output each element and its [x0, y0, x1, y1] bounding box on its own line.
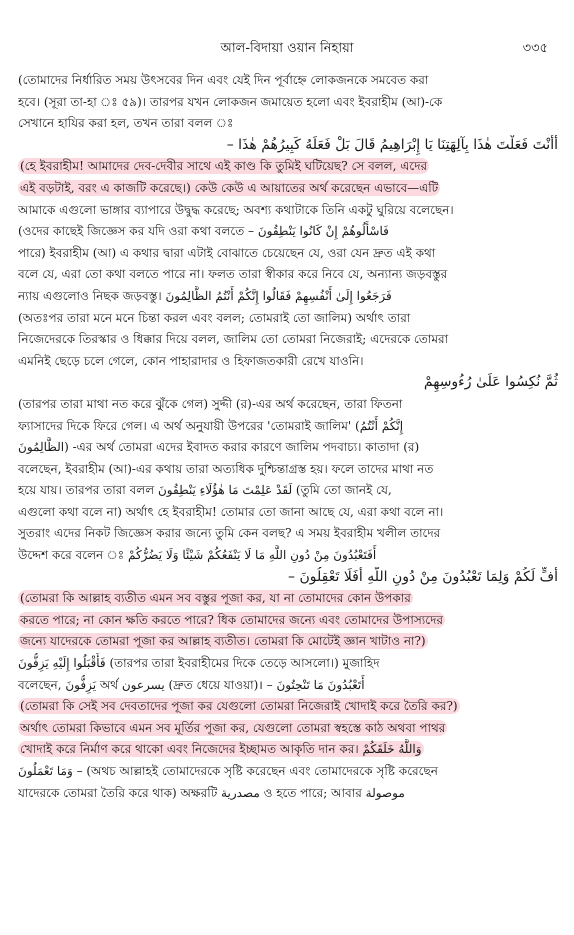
text-line: হবে। (সূরা তা-হা ঃ ৫৯)। তারপর যখন লোকজন জমায়েত হলো এবং ইবরাহীম (আ)-কে: [18, 94, 443, 109]
highlighted-passage: (তোমরা কি আল্লাহ ব্যতীত এমন সব বস্তুর পূজা কর, যা না তোমাদের কোন উপকার: [20, 591, 411, 606]
text-line: বলে যে, এরা তো কথা বলতে পারে না। ফলত তারা স্বীকার করে নিবে যে, অন্যান্য জড়বস্তুর: [18, 267, 448, 282]
text-line: হয়ে যায়। তারপর তারা বলল لَقَدْ عَلِمْتَ مَا هٰؤُلَاءِ يَنْطِقُونَ (তুমি তো জানই যে,: [18, 483, 392, 498]
highlighted-passage: জন্যে যাদেরকে তোমরা পূজা কর আল্লাহ ব্যতীত। তোমরা কি মোটেই জ্ঞান খাটাও না?): [20, 634, 426, 649]
highlighted-passage: করতে পারে; না কোন ক্ষতি করতে পারে? ধিক তোমাদের জন্যে এবং তোমাদের উপাস্যদের: [20, 612, 443, 627]
page-number: ৩৩৫: [522, 41, 548, 56]
text-line: সুতরাং এদের নিকট জিজ্ঞেস করার জন্যে তুমি কেন বলছ? এ সময় ইবরাহীম খলীল তাদের: [18, 526, 441, 541]
text-line: নিজেদেরকে তিরস্কার ও ধিক্কার দিয়ে বলল, জালিম তো তোমরা নিজেরাই; এদেরকে তোমরা: [18, 332, 449, 347]
text-line: الظَّالِمُونَ) -এর অর্থ তোমরা এদের ইবাদত করার কারণে জালিম পদবাচ্য। কাতাদা (র): [18, 440, 420, 455]
arabic-verse: أُفٍّ لَكُمْ وَلِمَا تَعْبُدُونَ مِنْ دُونِ اللَّهِ أَفَلَا تَعْقِلُونَ –: [288, 568, 558, 585]
text-line: ন্যায় এগুলোও নিছক জড়বস্তু। فَرَجَعُوا إِلَىٰ أَنْفُسِهِمْ فَقَالُوا إِنَّكُمْ أَنْتُمُ الظَّالِمُونَ: [18, 288, 392, 303]
text-line: [18, 739, 558, 761]
text-line: [18, 588, 558, 610]
text-line: [18, 156, 558, 178]
text-line: فَأَقْبَلُوا إِلَيْهِ يَزِفُّونَ (তারপর তারা ইবরাহীমের দিকে তেড়ে আসলো।) মুজাহিদ: [18, 656, 380, 671]
highlighted-passage: (হে ইবরাহীম! আমাদের দেব-দেবীর সাথে এই কাণ্ড কি তুমিই ঘটিয়েছ? সে বলল, এদের: [20, 159, 428, 174]
text-line: [18, 718, 558, 740]
text-line: এমনিই ছেড়ে চলে গেলে, কোন পাহারাদার ও হিফাজতকারী রেখে যাওনি।: [18, 353, 364, 368]
text-line: এগুলো কথা বলে না) অর্থাৎ হে ইবরাহীম! তোমার তো জানা আছে যে, এরা কথা বলে না।: [18, 504, 444, 519]
highlighted-passage: এই বড়টাই, বরং এ কাজটি করেছে।) কেউ কেউ এ আয়াতের অর্থ করেছেন এভাবে—এটি: [20, 180, 439, 195]
text-line: বলেছেন, يَزِفُّونَ অর্থ يسرعون (দ্রুত ধেয়ে যাওয়া)। – أَتَعْبُدُونَ مَا تَنْحِتُونَ: [18, 677, 365, 692]
text-line: আমাকে এগুলো ভাঙ্গার ব্যাপারে উদ্বুদ্ধ করেছে; অবশ্য কথাটাকে তিনি একটু ঘুরিয়ে বলেছেন।: [18, 202, 454, 217]
text-line: বলেছেন, ইবরাহীম (আ)-এর কথায় তারা অত্যধিক দুশ্চিন্তাগ্রস্ত হয়। ফলে তাদের মাথা নত: [18, 461, 434, 476]
highlighted-passage: খোদাই করে নির্মাণ করে থাকো এবং নিজেদের ইচ্ছামত আকৃতি দান কর। وَاللَّهُ خَلَقَكُمْ: [20, 742, 422, 757]
text-line: [18, 610, 558, 632]
text-line: (তোমাদের নির্ধারিত সময় উৎসবের দিন এবং যেই দিন পূর্বাহ্নে লোকজনকে সমবেত করা: [18, 73, 429, 87]
book-title: আল-বিদায়া ওয়ান নিহায়া: [220, 41, 354, 56]
text-line: [18, 631, 558, 653]
text-line: (অতঃপর তারা মনে মনে চিন্তা করল এবং বলল; তোমরাই তো জালিম) অর্থাৎ তারা: [18, 310, 411, 325]
text-line: [18, 178, 558, 200]
arabic-verse: أَأَنْتَ فَعَلْتَ هٰذَا بِآلِهَتِنَا يَا إِبْرَاهِيمُ قَالَ بَلْ فَعَلَهُ كَبِيرُهُمْ هٰذَا –: [226, 136, 558, 153]
highlighted-passage: (তোমরা কি সেই সব দেবতাদের পূজা কর যেগুলো তোমরা নিজেরাই খোদাই করে তৈরি কর?): [20, 699, 458, 714]
page-body: [18, 70, 558, 804]
highlighted-passage: অর্থাৎ তোমরা কিভাবে এমন সব মূর্তির পূজা কর, যেগুলো তোমরা স্বহস্তে কাঠ অথবা পাথর: [20, 720, 446, 735]
text-line: (ওদের কাছেই জিজ্ঞেস কর যদি ওরা কথা বলতে – فَاسْأَلُوهُمْ إِنْ كَانُوا يَنْطِقُونَ: [18, 224, 389, 239]
text-line: যাদেরকে তোমরা তৈরি করে থাক) অক্ষরটি مصدرية ও হতে পারে; আবার موصولة: [18, 785, 405, 800]
text-line: [18, 696, 558, 718]
arabic-verse: ثُمَّ نُكِسُوا عَلَىٰ رُءُوسِهِمْ: [423, 374, 558, 391]
running-head: [0, 40, 574, 60]
text-line: ফ্যাসাদের দিকে ফিরে গেল। এ অর্থ অনুযায়ী উপরের 'তোমরাই জালিম' (إِنَّكُمْ أَنْتُمُ: [18, 418, 404, 433]
text-line: (তারপর তারা মাথা নত করে ঝুঁকে গেল) সুদ্দী (র)-এর অর্থ করেছেন, তারা ফিতনা: [18, 396, 403, 411]
text-line: وَمَا تَعْمَلُونَ – (অথচ আল্লাহই তোমাদেরকে সৃষ্টি করেছেন এবং তোমাদেরকে সৃষ্টি করেছেন: [18, 764, 438, 778]
text-line: সেখানে হাযির করা হল, তখন তারা বলল ঃ: [18, 116, 234, 131]
text-line: উদ্দেশ করে বলেন ঃ أَفَتَعْبُدُونَ مِنْ دُونِ اللَّهِ مَا لَا يَنْفَعُكُمْ شَيْئًا وَلَا يَضُرُّكُمْ: [18, 548, 377, 563]
text-line: পারে) ইবরাহীম (আ) এ কথার দ্বারা এটাই বোঝাতে চেয়েছেন যে, ওরা যেন দ্রুত এই কথা: [18, 245, 436, 260]
